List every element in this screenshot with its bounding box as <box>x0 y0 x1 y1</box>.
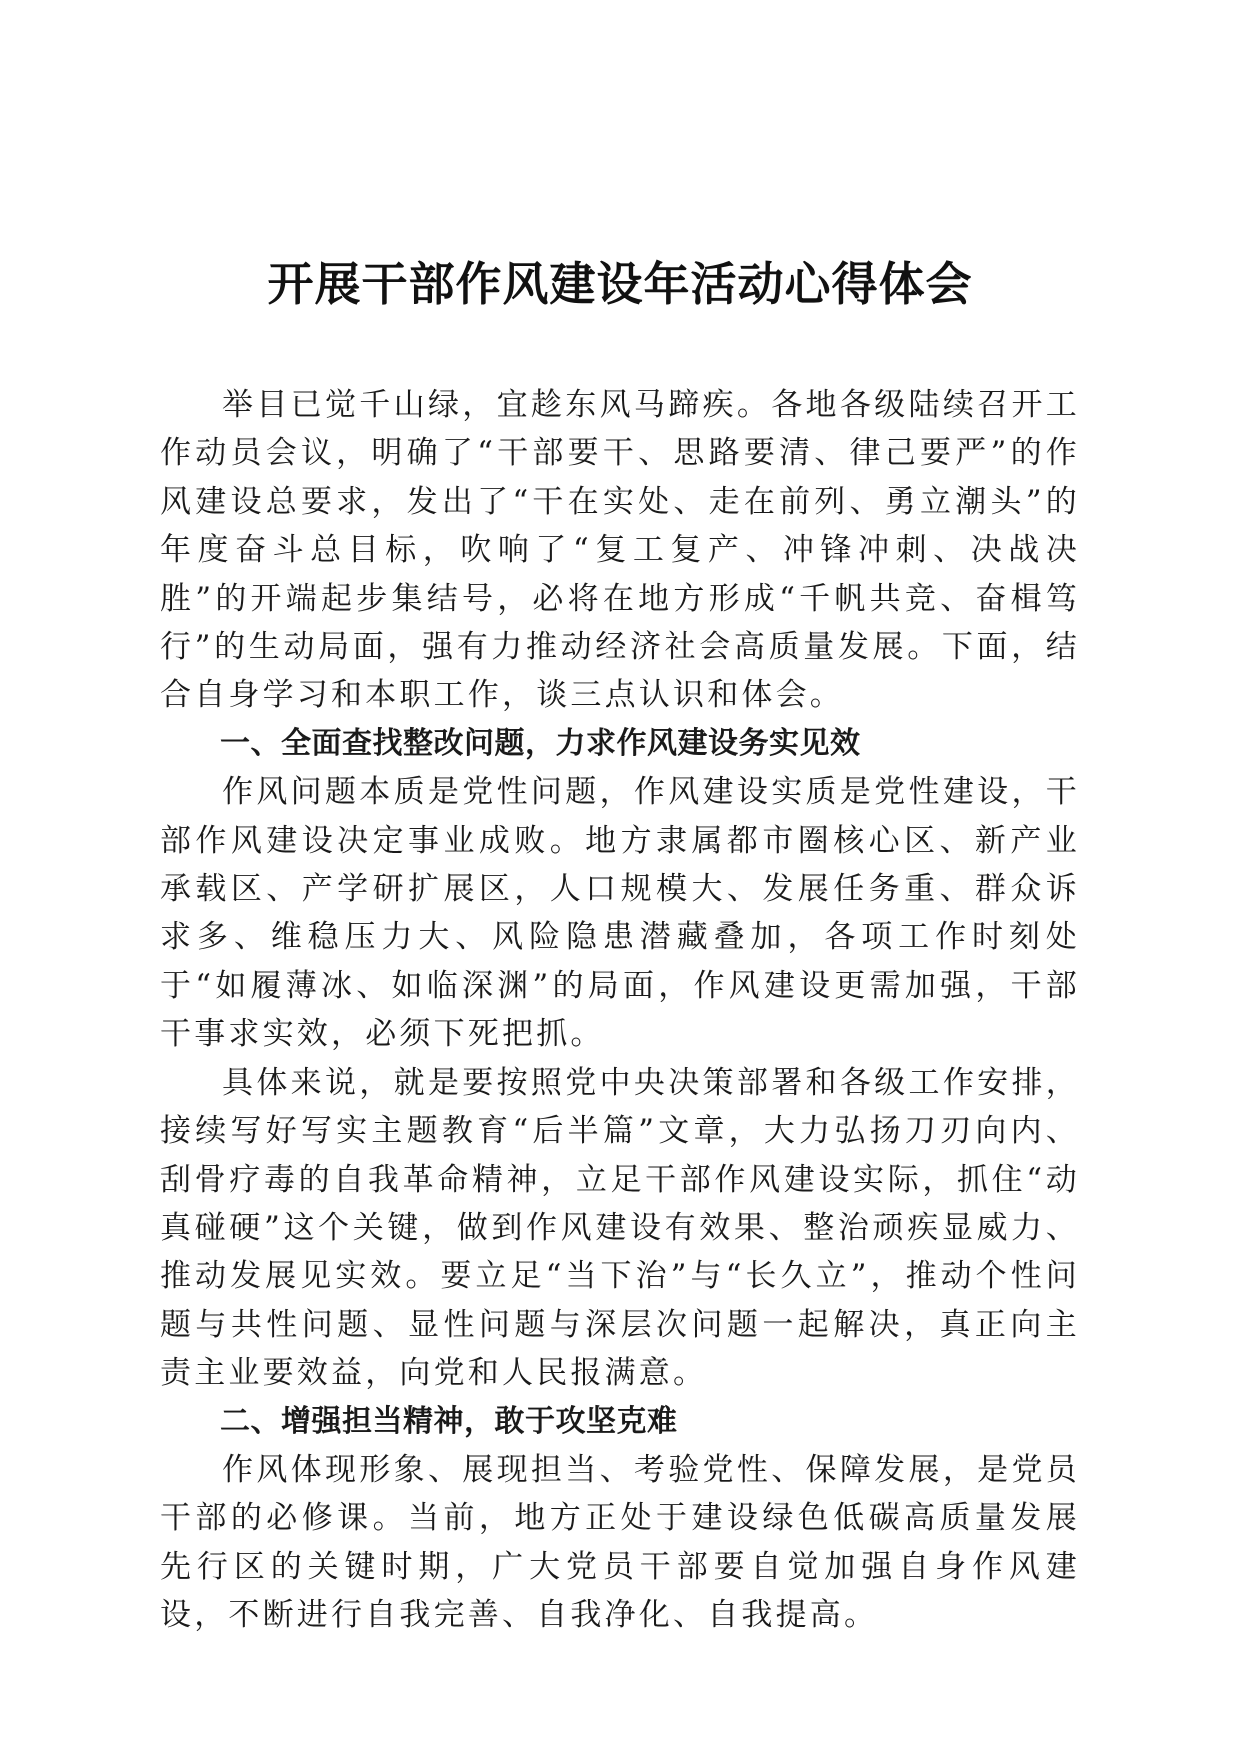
section-1-heading: 一、全面查找整改问题，力求作风建设务实见效 <box>220 725 861 761</box>
intro-paragraph: 举目已觉千山绿，宜趁东风马蹄疾。各地各级陆续召开工作动员会议，明确了“干部要干、思路要清、律己要严”的作风建设总要求，发出了“干在实处、走在前列、勇立潮头”的年度奋斗总目标，吹响了“复工复产、冲锋冲刺、决战决胜”的开端起步集结号，必将在地方形成“千帆共竞、奋楫笃行”的生动局面，强有力推动经济社会高质量发展。下面，结合自身学习和本职工作，谈三点认识和体会。 <box>160 387 1080 714</box>
section-2-paragraph-1: 作风体现形象、展现担当、考验党性、保障发展，是党员干部的必修课。当前，地方正处于建设绿色低碳高质量发展先行区的关键时期，广大党员干部要自觉加强自身作风建设，不断进行自我完善、自我净化、自我提高。 <box>160 1451 1080 1634</box>
document-title: 开展干部作风建设年活动心得体会 <box>267 257 973 311</box>
section-1-paragraph-1: 作风问题本质是党性问题，作风建设实质是党性建设，干部作风建设决定事业成败。地方隶属都市圈核心区、新产业承载区、产学研扩展区，人口规模大、发展任务重、群众诉求多、维稳压力大、风险隐患潜藏叠加，各项工作时刻处于“如履薄冰、如临深渊”的局面，作风建设更需加强，干部干事求实效，必须下死把抓。 <box>160 774 1080 1053</box>
section-2-heading: 二、增强担当精神，敢于攻坚克难 <box>220 1403 678 1439</box>
section-1-paragraph-2: 具体来说，就是要按照党中央决策部署和各级工作安排，接续写好写实主题教育“后半篇”文章，大力弘扬刀刃向内、刮骨疗毒的自我革命精神，立足干部作风建设实际，抓住“动真碰硬”这个关键，做到作风建设有效果、整治顽疾显威力、推动发展见实效。要立足“当下治”与“长久立”，推动个性问题与共性问题、显性问题与深层次问题一起解决，真正向主责主业要效益，向党和人民报满意。 <box>160 1064 1080 1392</box>
document-body <box>160 381 1080 1640</box>
